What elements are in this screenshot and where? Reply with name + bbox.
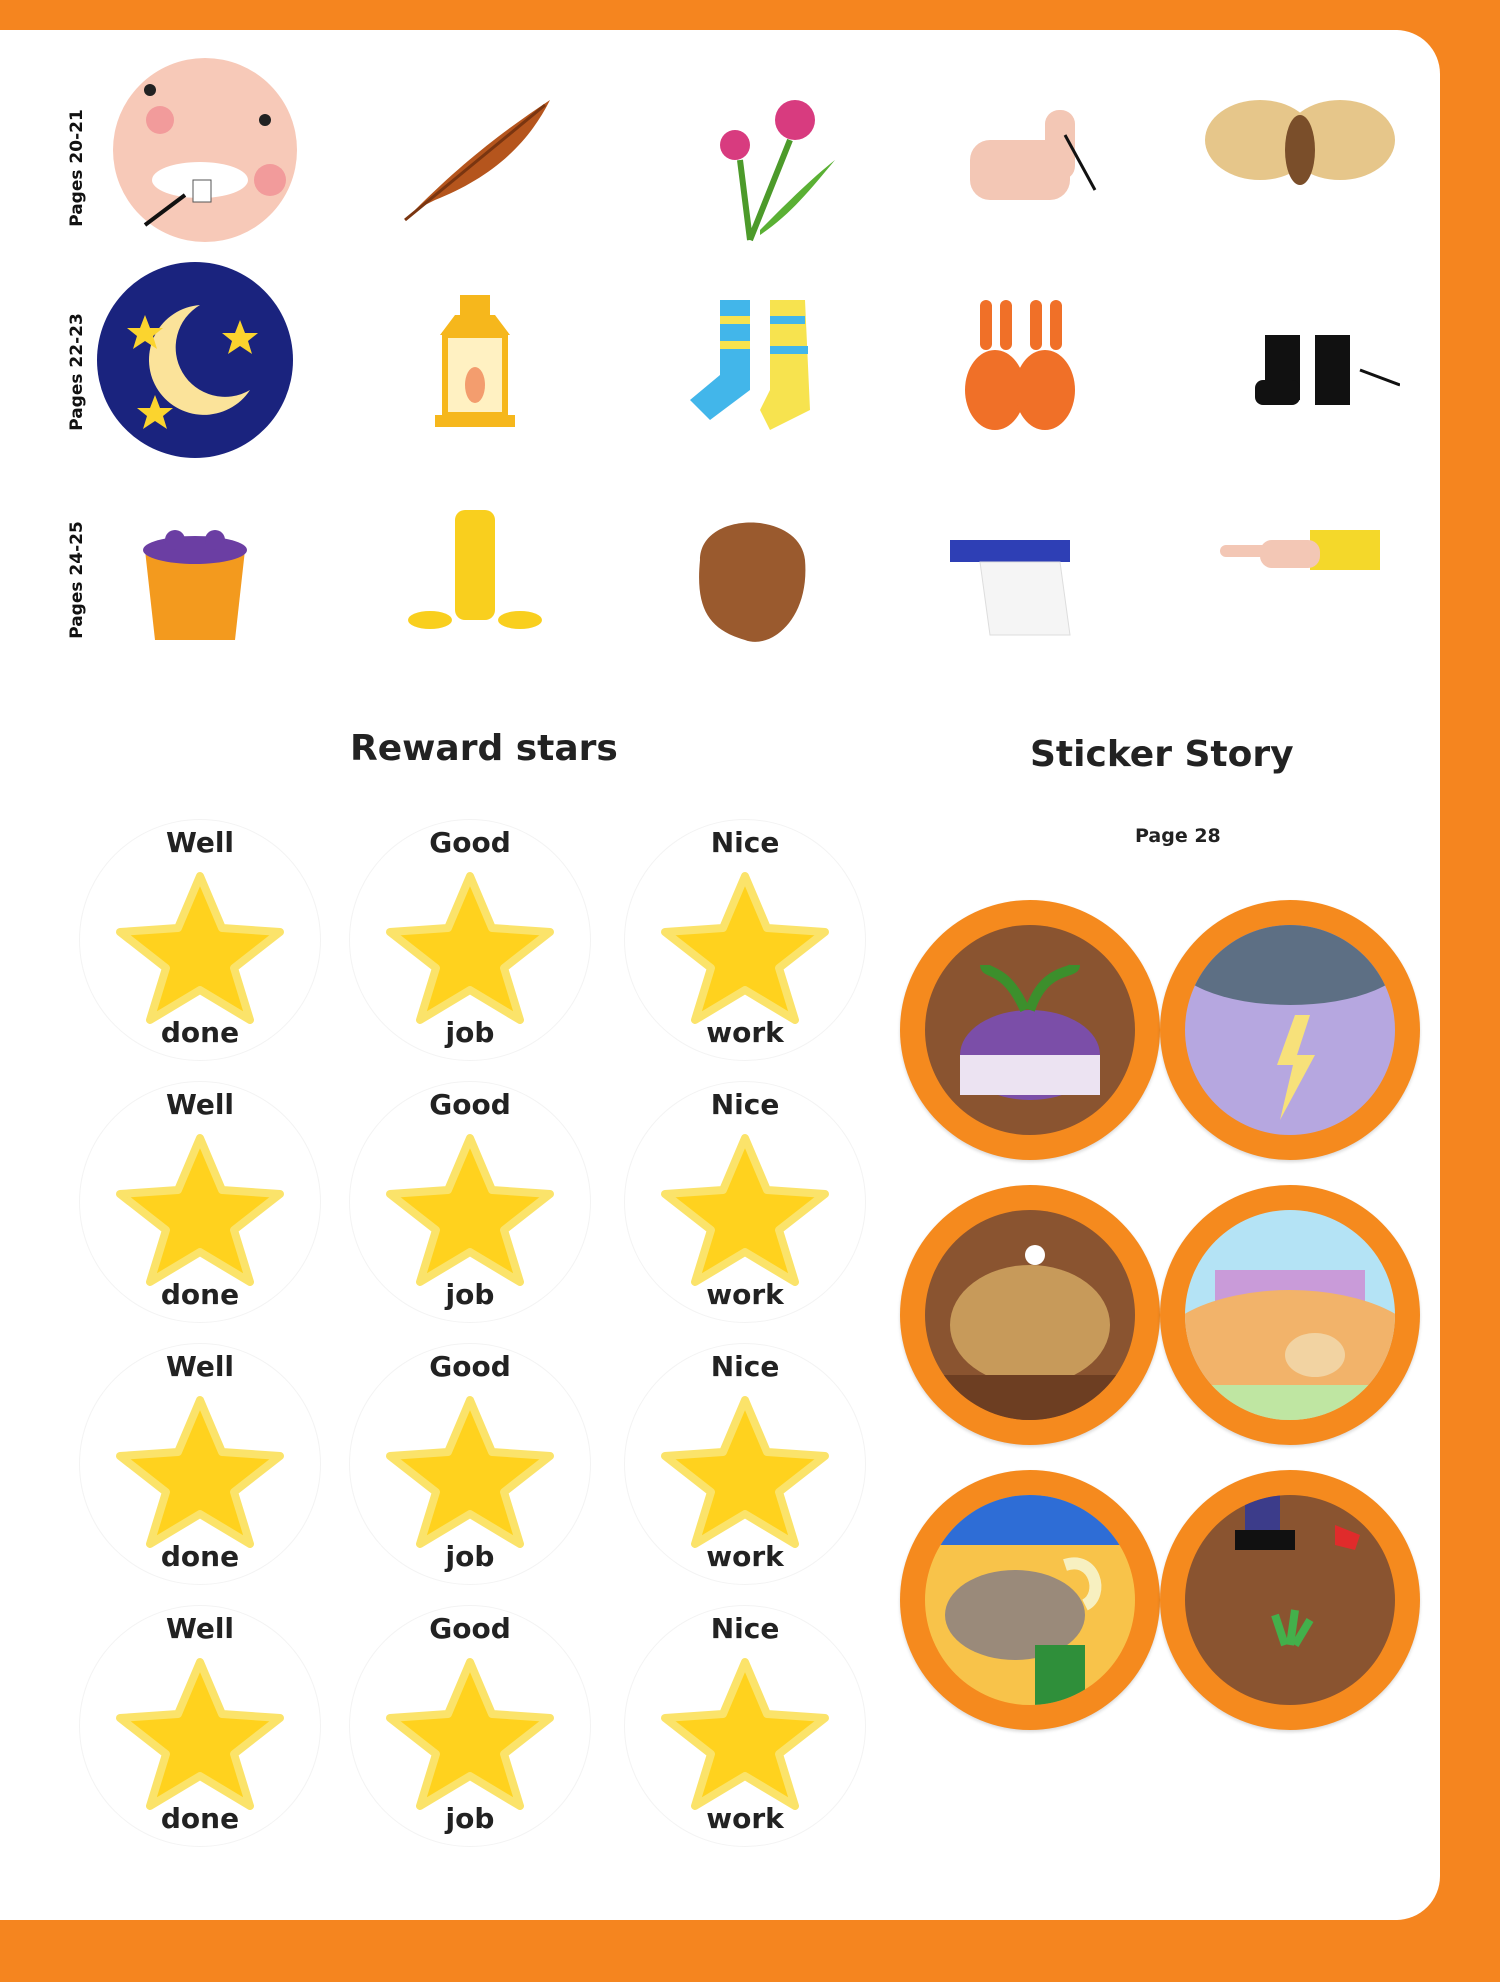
reward-star-sticker[interactable]: Nice work bbox=[625, 1606, 865, 1846]
star-icon bbox=[380, 1130, 560, 1288]
reward-star-sticker[interactable]: Well done bbox=[80, 1082, 320, 1322]
pointing-hand-icon[interactable] bbox=[1200, 470, 1400, 670]
moon-icon[interactable] bbox=[95, 260, 295, 460]
star-icon bbox=[655, 1654, 835, 1812]
star-icon bbox=[110, 1654, 290, 1812]
thistle-icon[interactable] bbox=[650, 50, 850, 250]
star-icon bbox=[655, 1392, 835, 1550]
reward-star-sticker[interactable]: Good job bbox=[350, 1082, 590, 1322]
boots-icon[interactable] bbox=[1200, 260, 1400, 460]
reward-star-sticker[interactable]: Well done bbox=[80, 820, 320, 1060]
reward-stars-title: Reward stars bbox=[350, 728, 618, 769]
star-icon bbox=[380, 1392, 560, 1550]
berry-bucket-icon[interactable] bbox=[95, 470, 295, 670]
star-icon bbox=[655, 1130, 835, 1288]
row-label-pages-24-25: Pages 24-25 bbox=[67, 521, 87, 639]
striped-socks-icon[interactable] bbox=[650, 260, 850, 460]
star-icon bbox=[110, 868, 290, 1026]
sticker-story-title: Sticker Story bbox=[1030, 734, 1294, 775]
paper-roll-icon[interactable] bbox=[920, 470, 1120, 670]
reward-star-sticker[interactable]: Good job bbox=[350, 820, 590, 1060]
grandpa-face-icon[interactable] bbox=[105, 50, 305, 250]
reward-star-sticker[interactable]: Good job bbox=[350, 1344, 590, 1584]
storm-scene-icon[interactable] bbox=[1160, 900, 1420, 1160]
boots-soil-scene-icon[interactable] bbox=[1160, 1470, 1420, 1730]
reward-star-sticker[interactable]: Well done bbox=[80, 1344, 320, 1584]
reward-star-sticker[interactable]: Nice work bbox=[625, 820, 865, 1060]
reward-star-sticker[interactable]: Good job bbox=[350, 1606, 590, 1846]
star-icon bbox=[380, 1654, 560, 1812]
town-horse-scene-icon[interactable] bbox=[1160, 1185, 1420, 1445]
reward-star-sticker[interactable]: Well done bbox=[80, 1606, 320, 1846]
moth-icon[interactable] bbox=[1200, 50, 1400, 250]
star-icon bbox=[655, 868, 835, 1026]
reward-star-sticker[interactable]: Nice work bbox=[625, 1344, 865, 1584]
feather-icon[interactable] bbox=[375, 50, 575, 250]
thumb-icon[interactable] bbox=[920, 50, 1120, 250]
gold-coins-icon[interactable] bbox=[375, 470, 575, 670]
goat-scene-icon[interactable] bbox=[900, 1470, 1160, 1730]
sack-mouse-scene-icon[interactable] bbox=[900, 1185, 1160, 1445]
sticker-story-page: Page 28 bbox=[1135, 825, 1221, 847]
row-label-pages-20-21: Pages 20-21 bbox=[67, 109, 87, 227]
turnip-scene-icon[interactable] bbox=[900, 900, 1160, 1160]
mud-clod-icon[interactable] bbox=[650, 470, 850, 670]
reward-star-sticker[interactable]: Nice work bbox=[625, 1082, 865, 1322]
lantern-icon[interactable] bbox=[375, 260, 575, 460]
sticker-sheet bbox=[0, 30, 1440, 1920]
star-icon bbox=[110, 1392, 290, 1550]
bunnies-icon[interactable] bbox=[920, 260, 1120, 460]
star-icon bbox=[110, 1130, 290, 1288]
star-icon bbox=[380, 868, 560, 1026]
row-label-pages-22-23: Pages 22-23 bbox=[67, 313, 87, 431]
